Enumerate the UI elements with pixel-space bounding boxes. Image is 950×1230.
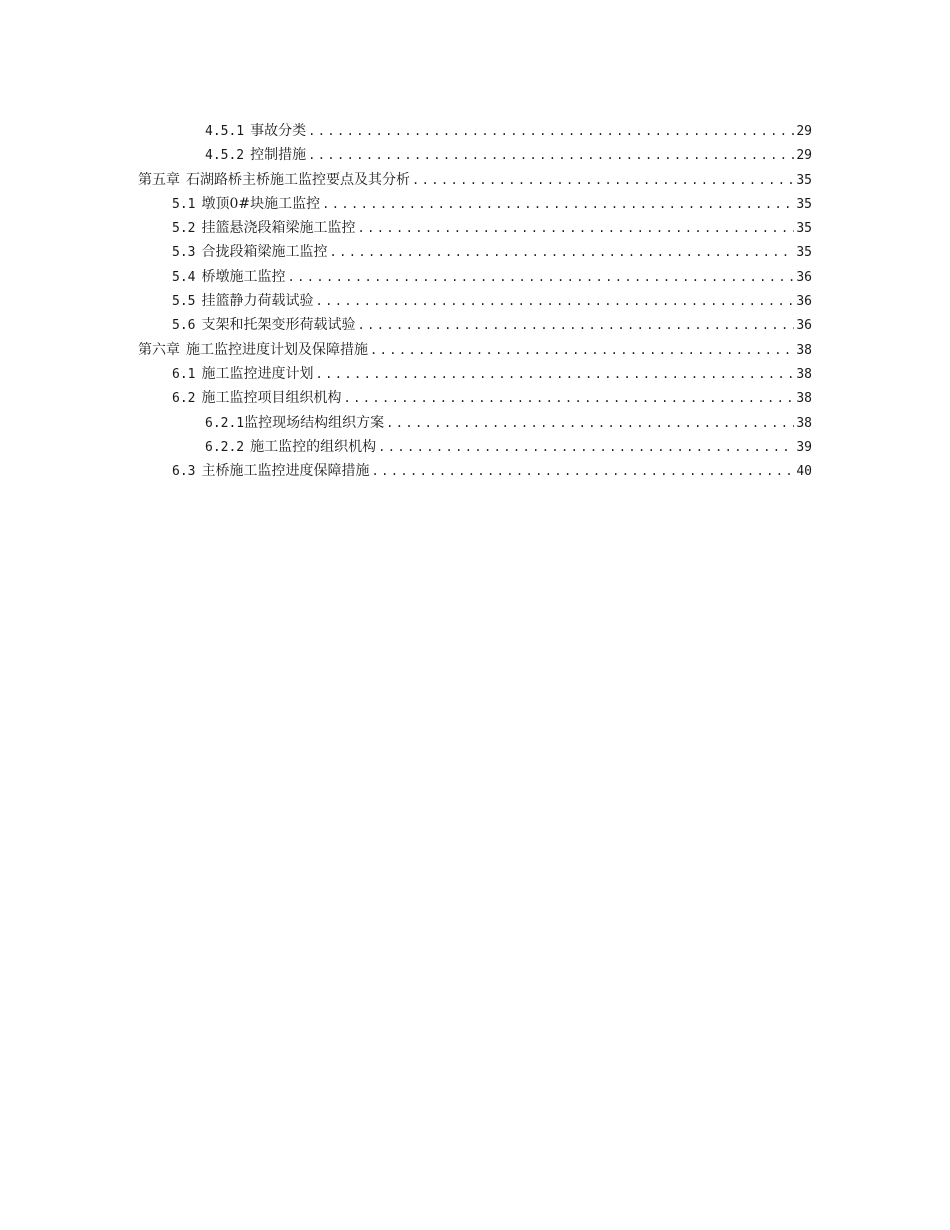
toc-entry-title: 挂篮悬浇段箱梁施工监控 [201,220,356,237]
toc-dot-leader [308,119,794,143]
toc-entry-number: 5.2 [172,221,196,237]
toc-entry-number: 5.6 [172,318,196,334]
toc-entry-title: 施工监控的组织机构 [250,438,377,455]
toc-entry-page: 38 [796,415,812,431]
toc-entry-title: 施工监控项目组织机构 [201,390,342,407]
toc-entry[interactable] [138,411,812,435]
toc-entry-title: 主桥施工监控进度保障措施 [201,463,370,480]
toc-chapter-entry[interactable] [138,338,812,362]
toc-dot-leader [329,240,794,264]
toc-entry-number: 第六章 [138,341,180,358]
toc-entry[interactable] [138,289,812,313]
toc-entry-title: 监控现场结构组织方案 [244,414,385,431]
toc-entry[interactable] [138,313,812,337]
toc-entry-page: 38 [796,342,812,358]
toc-entry-number: 4.5.2 [205,148,245,164]
toc-entry-title: 桥墩施工监控 [201,268,286,285]
toc-entry[interactable] [138,143,812,167]
toc-entry-title: 合拢段箱梁施工监控 [201,244,328,261]
toc-entry-number: 6.2 [172,391,196,407]
table-of-contents [138,119,812,483]
toc-entry[interactable] [138,216,812,240]
toc-entry-title: 控制措施 [250,147,307,164]
toc-entry-page: 40 [796,464,812,480]
toc-entry-page: 36 [796,269,812,285]
toc-entry-title: 墩顶0#块施工监控 [201,195,321,212]
toc-entry-title: 支架和托架变形荷载试验 [201,317,356,334]
toc-entry[interactable] [138,459,812,483]
toc-entry-page: 38 [796,391,812,407]
toc-dot-leader [343,386,794,410]
toc-entry[interactable] [138,435,812,459]
toc-entry[interactable] [138,362,812,386]
toc-entry[interactable] [138,192,812,216]
toc-entry-page: 35 [796,196,812,212]
toc-entry[interactable] [138,265,812,289]
toc-entry-title: 施工监控进度计划及保障措施 [186,341,368,358]
toc-dot-leader [370,338,794,362]
toc-dot-leader [357,216,794,240]
toc-entry-page: 39 [796,439,812,455]
toc-entry-page: 35 [796,221,812,237]
toc-dot-leader [371,459,794,483]
toc-entry-number: 5.3 [172,245,196,261]
toc-dot-leader [386,411,794,435]
toc-entry-number: 6.3 [172,464,196,480]
toc-entry-number: 4.5.1 [205,124,245,139]
toc-entry-number: 6.1 [172,366,196,382]
toc-chapter-entry[interactable] [138,168,812,192]
toc-dot-leader [322,192,794,216]
toc-entry-number: 5.1 [172,196,196,212]
toc-entry-number: 6.2.1 [205,415,245,431]
toc-entry-number: 5.4 [172,269,196,285]
toc-entry-page: 36 [796,294,812,310]
toc-entry-title: 石湖路桥主桥施工监控要点及其分析 [186,171,410,188]
toc-entry-number: 第五章 [138,171,180,188]
toc-dot-leader [378,435,794,459]
toc-entry-page: 36 [796,318,812,334]
toc-entry-title: 挂篮静力荷载试验 [201,293,314,310]
toc-dot-leader [308,143,794,167]
toc-entry[interactable] [138,386,812,410]
toc-entry[interactable] [138,119,812,143]
toc-entry-title: 施工监控进度计划 [201,365,314,382]
toc-entry[interactable] [138,240,812,264]
toc-dot-leader [315,362,794,386]
toc-entry-page: 38 [796,366,812,382]
toc-entry-page: 29 [796,124,812,139]
toc-entry-page: 35 [796,245,812,261]
toc-dot-leader [315,289,794,313]
toc-dot-leader [412,168,794,192]
toc-entry-page: 29 [796,148,812,164]
toc-dot-leader [357,313,794,337]
toc-entry-title: 事故分类 [250,123,307,139]
toc-entry-number: 5.5 [172,294,196,310]
toc-entry-number: 6.2.2 [205,439,245,455]
toc-dot-leader [287,265,794,289]
toc-entry-page: 35 [796,172,812,188]
